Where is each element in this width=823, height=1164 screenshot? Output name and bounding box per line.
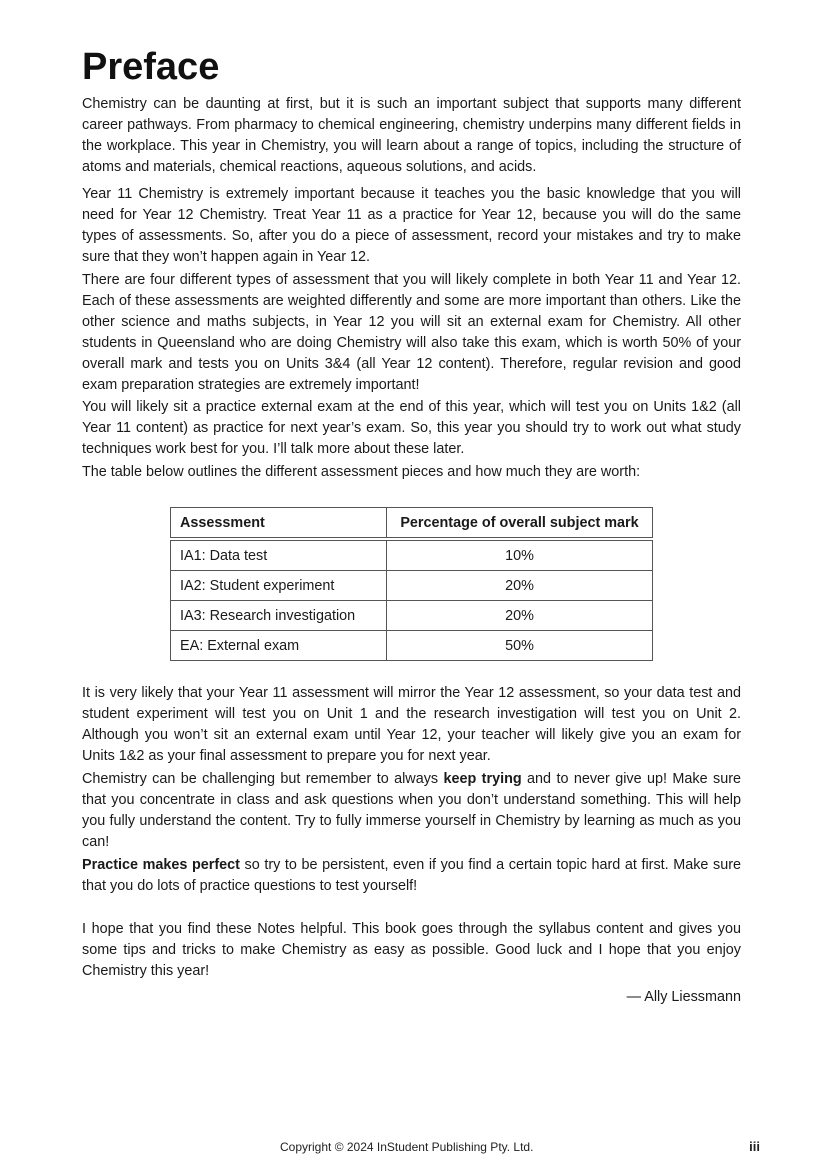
intro-paragraph: Chemistry can be daunting at first, but it is such an important subject that supports many different career pathways. From pharmacy to chemical engineering, chemistry underpins many different fields in the workplace. This year in Chemistry, you will learn about a range of topics, including the structure of atoms and materials, chemical reactions, aqueous solutions, and acids. bbox=[82, 96, 741, 175]
footer-copyright: Copyright © 2024 InStudent Publishing Pty. Ltd. bbox=[280, 1140, 534, 1154]
table-row bbox=[171, 539, 653, 571]
year11-importance-paragraph: Year 11 Chemistry is extremely important because it teaches you the basic knowledge that you will need for Year 12 Chemistry. Treat Year 11 as a practice for Year 12, because you will do the same types of assessments. So, after you do a piece of assessment, record your mistakes and try to make sure that they won’t happen again in Year 12. bbox=[82, 186, 741, 265]
table-row bbox=[171, 601, 653, 631]
assessment-name: IA3: Research investigation bbox=[171, 601, 387, 631]
page-number: iii bbox=[749, 1139, 760, 1154]
assessment-name: EA: External exam bbox=[171, 631, 387, 661]
practice-paragraph bbox=[82, 855, 741, 897]
closing-paragraph: I hope that you find these Notes helpful. This book goes through the syllabus content and gives you some tips and tricks to make Chemistry as easy as possible. Good luck and I hope that you enjoy Chemistry this year! bbox=[82, 921, 741, 979]
assessment-percentage: 20% bbox=[387, 571, 653, 601]
assessment-percentage: 50% bbox=[387, 631, 653, 661]
keep-trying-paragraph bbox=[82, 769, 741, 853]
assessment-percentage: 10% bbox=[387, 539, 653, 571]
assessment-percentage: 20% bbox=[387, 601, 653, 631]
assessment-table bbox=[170, 507, 653, 661]
header-assessment: Assessment bbox=[171, 508, 387, 540]
table-row bbox=[171, 571, 653, 601]
assessment-name: IA1: Data test bbox=[171, 539, 387, 571]
assessment-name: IA2: Student experiment bbox=[171, 571, 387, 601]
author-signature: — Ally Liessmann bbox=[626, 989, 741, 1005]
page-title: Preface bbox=[82, 46, 220, 88]
practice-exam-paragraph: You will likely sit a practice external exam at the end of this year, which will test you on Units 1&2 (all Year 11 content) as practice for next year’s exam. So, this year you should try to work out what study techniques work best for you. I’ll talk more about these later. bbox=[82, 399, 741, 457]
table-row bbox=[171, 631, 653, 661]
practice-emphasis: Practice makes perfect bbox=[82, 857, 240, 873]
assessment-types-paragraph: There are four different types of assessment that you will likely complete in both Year 11 and Year 12. Each of these assessments are weighted differently and some are more important than others. Like the other science and maths subjects, in Year 12 you will sit an external exam for Chemistry. All other students in Queensland who are doing Chemistry will also take this exam, which is worth 50% of your overall mark and tests you on Units 3&4 (all Year 12 content). Therefore, regular revision and good exam preparation strategies are extremely important! bbox=[82, 272, 741, 393]
keep-trying-emphasis: keep trying bbox=[443, 771, 522, 787]
table-header-row bbox=[171, 508, 653, 540]
year11-mirror-paragraph: It is very likely that your Year 11 assessment will mirror the Year 12 assessment, so your data test and student experiment will test you on Unit 1 and the research investigation will test you on Unit 2. Although you won’t sit an external exam until Year 12, your teacher will likely give you an exam for Units 1&2 as your final assessment to prepare you for next year. bbox=[82, 685, 741, 764]
header-percentage: Percentage of overall subject mark bbox=[387, 508, 653, 540]
practice-text-after: so try to be persistent, even if you find a certain topic hard at first. Make sure that you do lots of practice questions to test yourself! bbox=[82, 857, 741, 894]
keep-trying-text-after: and to never give up! Make sure that you concentrate in class and ask questions when you don’t understand something. This will help you fully understand the content. Try to fully immerse yourself in Chemistry by learning as much as you can! bbox=[82, 771, 741, 850]
table-intro-paragraph: The table below outlines the different assessment pieces and how much they are worth: bbox=[82, 464, 641, 480]
keep-trying-text-before: Chemistry can be challenging but remember to always bbox=[82, 771, 444, 787]
